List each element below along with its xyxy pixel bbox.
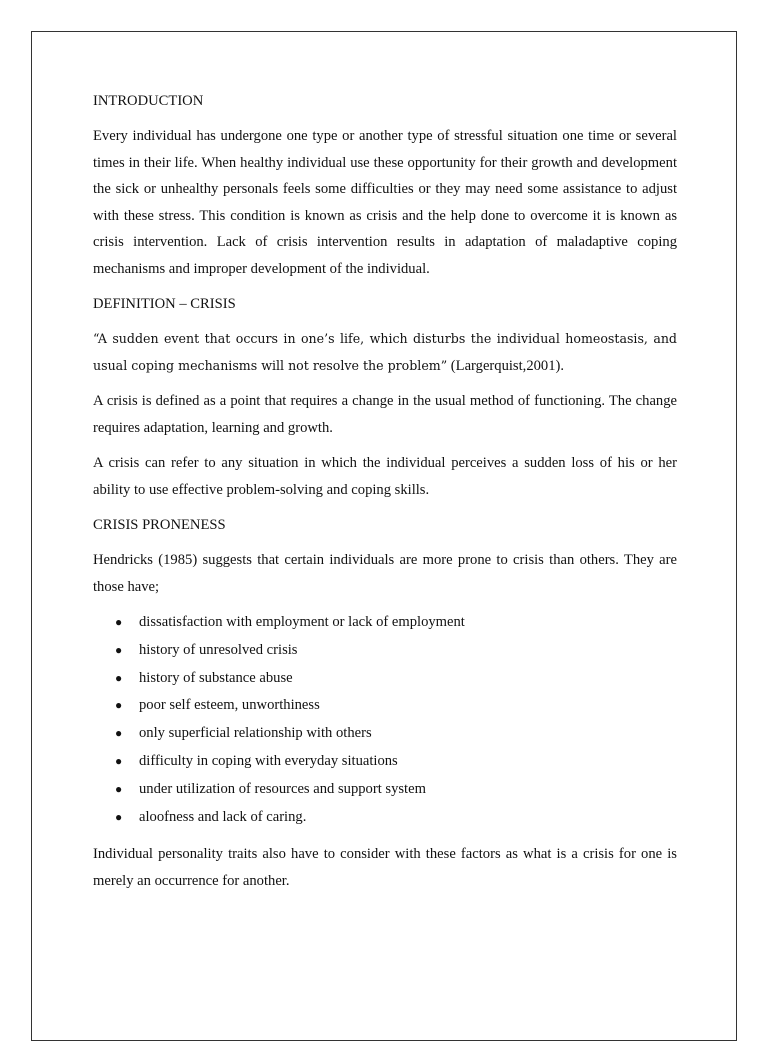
- list-item-text: only superficial relationship with others: [139, 725, 372, 742]
- document-body: [93, 88, 677, 903]
- closing-paragraph: Individual personality traits also have to consider with these factors as what is a crisis for one is merely an occurrence for another.: [93, 846, 677, 889]
- bullet-icon: ●: [115, 670, 123, 685]
- list-item-text: poor self esteem, unworthiness: [139, 697, 320, 714]
- introduction-heading: INTRODUCTION: [93, 93, 204, 109]
- list-item: [93, 692, 677, 720]
- introduction-paragraph: Every individual has undergone one type or another type of stressful situation one time or several times in their life. When healthy individual use these opportunity for their growth and development the sick or unhealthy personals feels some difficulties or they may need some assistance to adjust with these stress. This condition is known as crisis and the help done to overcome it is known as crisis intervention. Lack of crisis intervention results in adaptation of maladaptive coping mechanisms and improper development of the individual.: [93, 128, 677, 277]
- definition-paragraph-2: A crisis can refer to any situation in which the individual perceives a sudden loss of his or her ability to use effective problem-solving and coping skills.: [93, 455, 677, 498]
- crisis-proneness-heading: CRISIS PRONENESS: [93, 517, 226, 533]
- bullet-icon: ●: [115, 698, 123, 713]
- list-item-text: history of unresolved crisis: [139, 641, 298, 658]
- list-item: [93, 637, 677, 665]
- definition-heading: DEFINITION – CRISIS: [93, 296, 236, 312]
- list-item: [93, 776, 677, 804]
- bullet-icon: ●: [115, 615, 123, 629]
- list-item: [93, 804, 677, 832]
- definition-citation: (Largerquist,2001).: [447, 357, 565, 374]
- list-item-text: dissatisfaction with employment or lack of employment: [139, 614, 465, 630]
- bullet-icon: ●: [115, 753, 123, 768]
- list-item-text: history of substance abuse: [139, 669, 293, 686]
- definition-quote: “A sudden event that occurs in one’s life, which disturbs the individual homeostasis, and usual coping mechanisms will not resolve the problem”: [93, 331, 677, 373]
- definition-paragraph-1: A crisis is defined as a point that requires a change in the usual method of functioning. The change requires adaptation, learning and growth.: [93, 393, 677, 436]
- list-item: [93, 665, 677, 693]
- list-item-text: aloofness and lack of caring.: [139, 808, 307, 825]
- list-item: [93, 609, 677, 637]
- crisis-proneness-paragraph: Hendricks (1985) suggests that certain individuals are more prone to crisis than others. They are those have;: [93, 552, 677, 595]
- list-item-text: under utilization of resources and support system: [139, 780, 426, 797]
- definition-quote-paragraph: [93, 326, 677, 379]
- list-item-text: difficulty in coping with everyday situations: [139, 752, 398, 769]
- list-item: [93, 748, 677, 776]
- bullet-icon: ●: [115, 726, 123, 741]
- crisis-proneness-list: [93, 609, 677, 831]
- bullet-icon: ●: [115, 642, 123, 657]
- bullet-icon: ●: [115, 809, 123, 824]
- bullet-icon: ●: [115, 781, 123, 796]
- list-item: [93, 720, 677, 748]
